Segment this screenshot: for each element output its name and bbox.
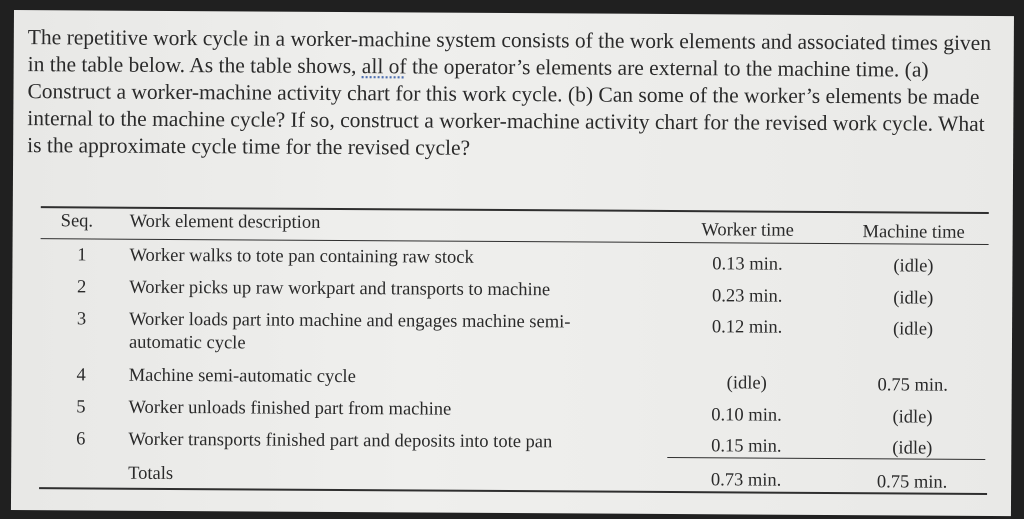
row-machine-time: (idle) <box>893 256 934 277</box>
problem-statement <box>27 24 993 165</box>
row-machine-time: (idle) <box>892 438 933 459</box>
row-machine-time: (idle) <box>892 407 933 428</box>
header-worker-time: Worker time <box>701 220 794 241</box>
row-worker-time: 0.13 min. <box>712 254 783 275</box>
row-description: Worker loads part into machine and engages machine semi- <box>129 309 571 333</box>
row-seq: 2 <box>76 277 87 298</box>
row-worker-time: 0.10 min. <box>711 405 782 426</box>
row-description: Worker transports finished part and deposits into tote pan <box>128 429 553 453</box>
problem-text-dotted: all of <box>361 54 407 79</box>
header-seq: Seq. <box>60 211 94 232</box>
row-description: Worker picks up raw workpart and transports to machine <box>129 277 551 301</box>
row-seq: 1 <box>77 245 87 266</box>
problem-text-part2: the operator’s elements are external to the machine time. (a) Construct a worker-machine activity chart for this work cycle. (b) Can some of the worker’s elements be made internal to the machine cycle? If so, construct a worker-machine activity chart for the revised work cycle. What is the approximate cycle time for the revised cycle? <box>27 54 985 160</box>
totals-worker-time: 0.73 min. <box>710 470 782 491</box>
row-description-continued: automatic cycle <box>128 332 246 354</box>
row-description: Machine semi-automatic cycle <box>128 365 356 388</box>
row-seq: 5 <box>76 397 86 418</box>
textbook-page <box>11 10 1014 516</box>
row-seq: 3 <box>76 309 87 330</box>
problem-text-part1: The repetitive work cycle in a worker-machine system consists of the work elements and associated times given in the table below. As the table shows, <box>27 25 992 79</box>
row-description: Worker unloads finished part from machine <box>128 397 452 420</box>
header-machine-time: Machine time <box>862 222 965 243</box>
totals-machine-time: 0.75 min. <box>876 472 948 493</box>
row-seq: 4 <box>76 365 86 386</box>
row-machine-time: 0.75 min. <box>877 375 948 396</box>
totals-label: Totals <box>128 463 174 484</box>
row-worker-time: 0.23 min. <box>712 286 783 307</box>
row-machine-time: (idle) <box>892 319 934 340</box>
table-bottom-rule <box>39 487 987 495</box>
row-seq: 6 <box>76 429 86 450</box>
row-description: Worker walks to tote pan containing raw stock <box>129 245 474 268</box>
row-worker-time: 0.15 min. <box>711 436 782 457</box>
row-worker-time: 0.12 min. <box>711 317 783 338</box>
header-description: Work element description <box>129 211 321 233</box>
table-header-rule <box>41 238 989 245</box>
row-machine-time: (idle) <box>893 288 934 309</box>
row-worker-time: (idle) <box>726 373 767 394</box>
